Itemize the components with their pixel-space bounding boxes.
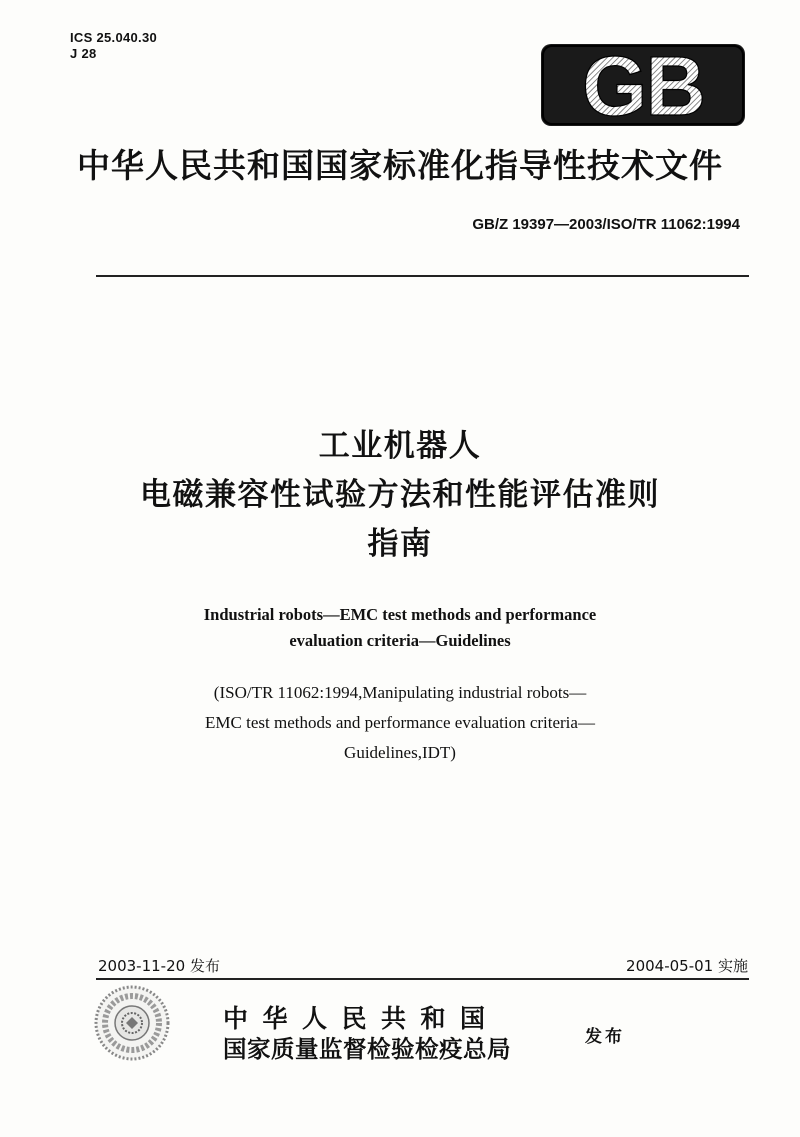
chinese-title-line-2: 电磁兼容性试验方法和性能评估准则 — [140, 477, 660, 513]
source-reference — [0, 678, 800, 768]
publisher-line-2: 国家质量监督检验检疫总局 — [223, 1035, 511, 1063]
top-divider — [96, 275, 749, 277]
chinese-title-line-1: 工业机器人 — [318, 428, 482, 464]
source-reference-line-1: (ISO/TR 11062:1994,Manipulating industrial robots— — [213, 683, 587, 702]
source-reference-line-2: EMC test methods and performance evaluation criteria— — [205, 713, 595, 732]
publisher — [223, 1004, 511, 1064]
gb-logo — [541, 44, 745, 126]
standard-number: GB/Z 19397—2003/ISO/TR 11062:1994 — [472, 216, 740, 233]
english-title — [0, 602, 800, 654]
svg-text:GB: GB — [582, 44, 704, 126]
source-reference-line-3: Guidelines,IDT) — [344, 743, 456, 762]
chinese-title-line-3: 指南 — [367, 526, 433, 562]
official-seal-icon — [93, 984, 171, 1062]
implementation-date: 2004-05-01 实施 — [626, 957, 748, 975]
issue-date: 2003-11-20 发布 — [98, 957, 220, 975]
ics-code: ICS 25.040.30 — [70, 30, 158, 45]
english-title-line-2: evaluation criteria—Guidelines — [289, 631, 511, 650]
ccs-code: J 28 — [70, 46, 97, 61]
publish-label: 发布 — [585, 1027, 625, 1047]
bottom-divider — [96, 978, 749, 980]
publisher-line-1: 中华人民共和国 — [223, 1004, 500, 1033]
chinese-title — [0, 422, 800, 569]
document-series-title: 中华人民共和国国家标准化指导性技术文件 — [77, 146, 723, 185]
english-title-line-1: Industrial robots—EMC test methods and performance — [203, 605, 597, 624]
classification-codes — [70, 30, 157, 62]
